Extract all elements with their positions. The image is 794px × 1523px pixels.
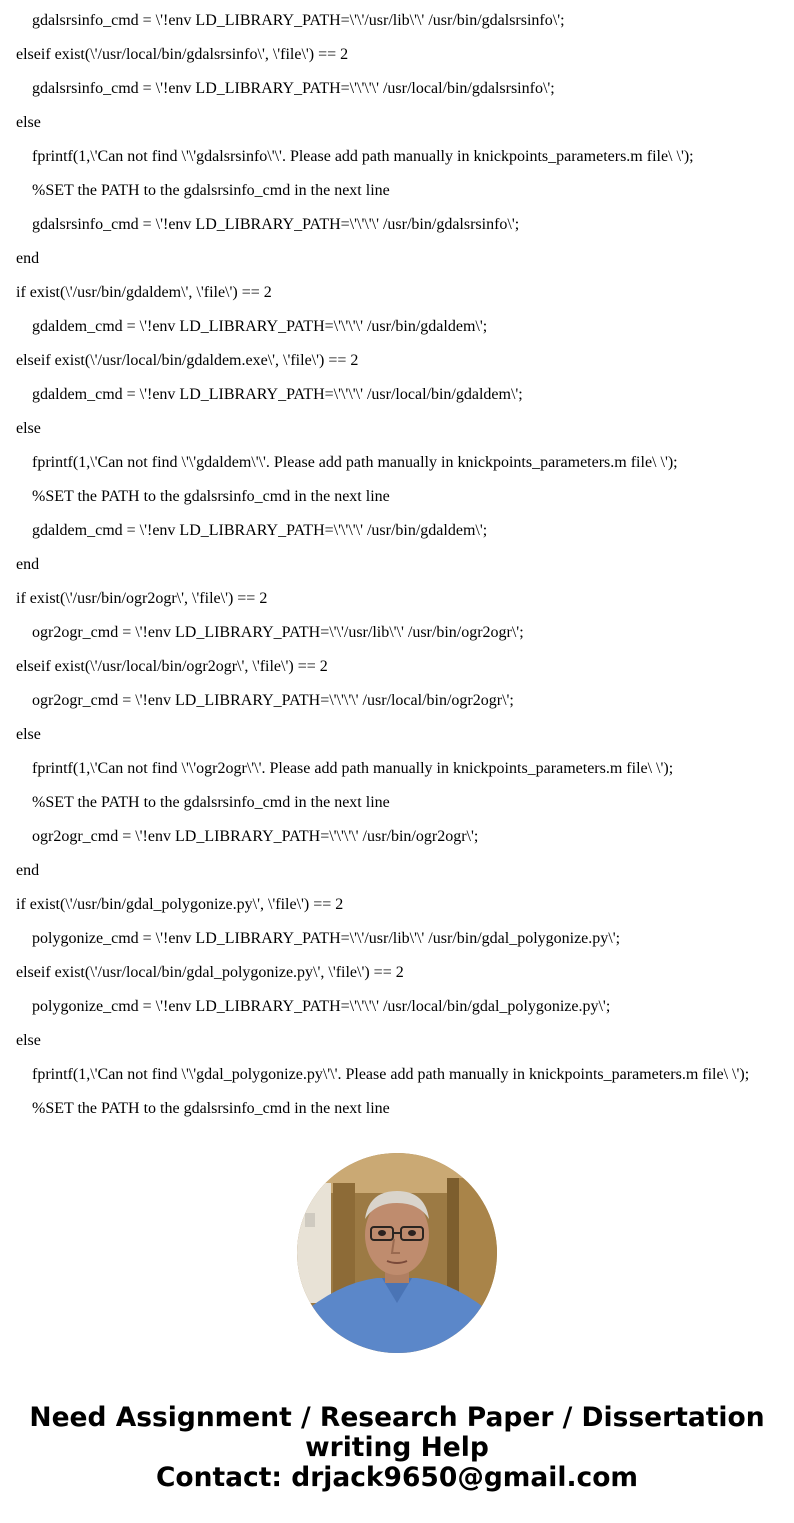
- contact-banner: [0, 1403, 794, 1493]
- code-line: fprintf(1,\'Can not find \'\'gdaldem\'\'. Please add path manually in knickpoints_parameters.m file\ \');: [32, 454, 678, 471]
- banner-line-2: writing Help: [305, 1432, 489, 1463]
- code-line: end: [16, 556, 40, 573]
- code-line: %SET the PATH to the gdalsrsinfo_cmd in the next line: [32, 794, 390, 811]
- banner-line-1: Need Assignment / Research Paper / Dissertation: [29, 1402, 765, 1433]
- code-line: fprintf(1,\'Can not find \'\'gdalsrsinfo\'\'. Please add path manually in knickpoints_parameters.m file\ \');: [32, 148, 694, 165]
- banner-contact-line: Contact: drjack9650@gmail.com: [155, 1462, 639, 1493]
- code-line: else: [16, 114, 41, 131]
- code-line: gdalsrsinfo_cmd = \'!env LD_LIBRARY_PATH=\'\'/usr/lib\'\' /usr/bin/gdalsrsinfo\';: [32, 12, 565, 29]
- code-line: elseif exist(\'/usr/local/bin/gdaldem.exe\', \'file\') == 2: [16, 352, 359, 369]
- code-line: polygonize_cmd = \'!env LD_LIBRARY_PATH=\'\'\'\' /usr/local/bin/gdal_polygonize.py\';: [32, 998, 611, 1015]
- code-line: ogr2ogr_cmd = \'!env LD_LIBRARY_PATH=\'\'\'\' /usr/local/bin/ogr2ogr\';: [32, 692, 514, 709]
- code-line: fprintf(1,\'Can not find \'\'gdal_polygonize.py\'\'. Please add path manually in knickpoints_parameters.m file\ \');: [32, 1066, 750, 1083]
- code-listing: [0, 4, 794, 1126]
- code-line: gdaldem_cmd = \'!env LD_LIBRARY_PATH=\'\'\'\' /usr/bin/gdaldem\';: [32, 522, 488, 539]
- code-line: else: [16, 420, 41, 437]
- code-line: else: [16, 726, 41, 743]
- code-line: polygonize_cmd = \'!env LD_LIBRARY_PATH=\'\'/usr/lib\'\' /usr/bin/gdal_polygonize.py\';: [32, 930, 621, 947]
- code-line: if exist(\'/usr/bin/gdaldem\', \'file\') == 2: [16, 284, 272, 301]
- code-line: gdaldem_cmd = \'!env LD_LIBRARY_PATH=\'\'\'\' /usr/local/bin/gdaldem\';: [32, 386, 523, 403]
- code-line: %SET the PATH to the gdalsrsinfo_cmd in the next line: [32, 182, 390, 199]
- code-line: if exist(\'/usr/bin/gdal_polygonize.py\', \'file\') == 2: [16, 896, 344, 913]
- code-line: %SET the PATH to the gdalsrsinfo_cmd in the next line: [32, 488, 390, 505]
- code-line: ogr2ogr_cmd = \'!env LD_LIBRARY_PATH=\'\'/usr/lib\'\' /usr/bin/ogr2ogr\';: [32, 624, 524, 641]
- code-line: elseif exist(\'/usr/local/bin/ogr2ogr\', \'file\') == 2: [16, 658, 328, 675]
- code-line: ogr2ogr_cmd = \'!env LD_LIBRARY_PATH=\'\'\'\' /usr/bin/ogr2ogr\';: [32, 828, 479, 845]
- code-line: fprintf(1,\'Can not find \'\'ogr2ogr\'\'. Please add path manually in knickpoints_parameters.m file\ \');: [32, 760, 674, 777]
- code-line: gdalsrsinfo_cmd = \'!env LD_LIBRARY_PATH=\'\'\'\' /usr/bin/gdalsrsinfo\';: [32, 216, 520, 233]
- author-avatar: [297, 1153, 497, 1353]
- code-line: %SET the PATH to the gdalsrsinfo_cmd in the next line: [32, 1100, 390, 1117]
- code-line: elseif exist(\'/usr/local/bin/gdalsrsinfo\', \'file\') == 2: [16, 46, 349, 63]
- avatar-photo: [297, 1153, 497, 1353]
- code-line: if exist(\'/usr/bin/ogr2ogr\', \'file\') == 2: [16, 590, 268, 607]
- code-line: else: [16, 1032, 41, 1049]
- code-line: elseif exist(\'/usr/local/bin/gdal_polygonize.py\', \'file\') == 2: [16, 964, 404, 981]
- code-line: gdaldem_cmd = \'!env LD_LIBRARY_PATH=\'\'\'\' /usr/bin/gdaldem\';: [32, 318, 488, 335]
- code-line: gdalsrsinfo_cmd = \'!env LD_LIBRARY_PATH=\'\'\'\' /usr/local/bin/gdalsrsinfo\';: [32, 80, 555, 97]
- code-line: end: [16, 862, 40, 879]
- code-line: end: [16, 250, 40, 267]
